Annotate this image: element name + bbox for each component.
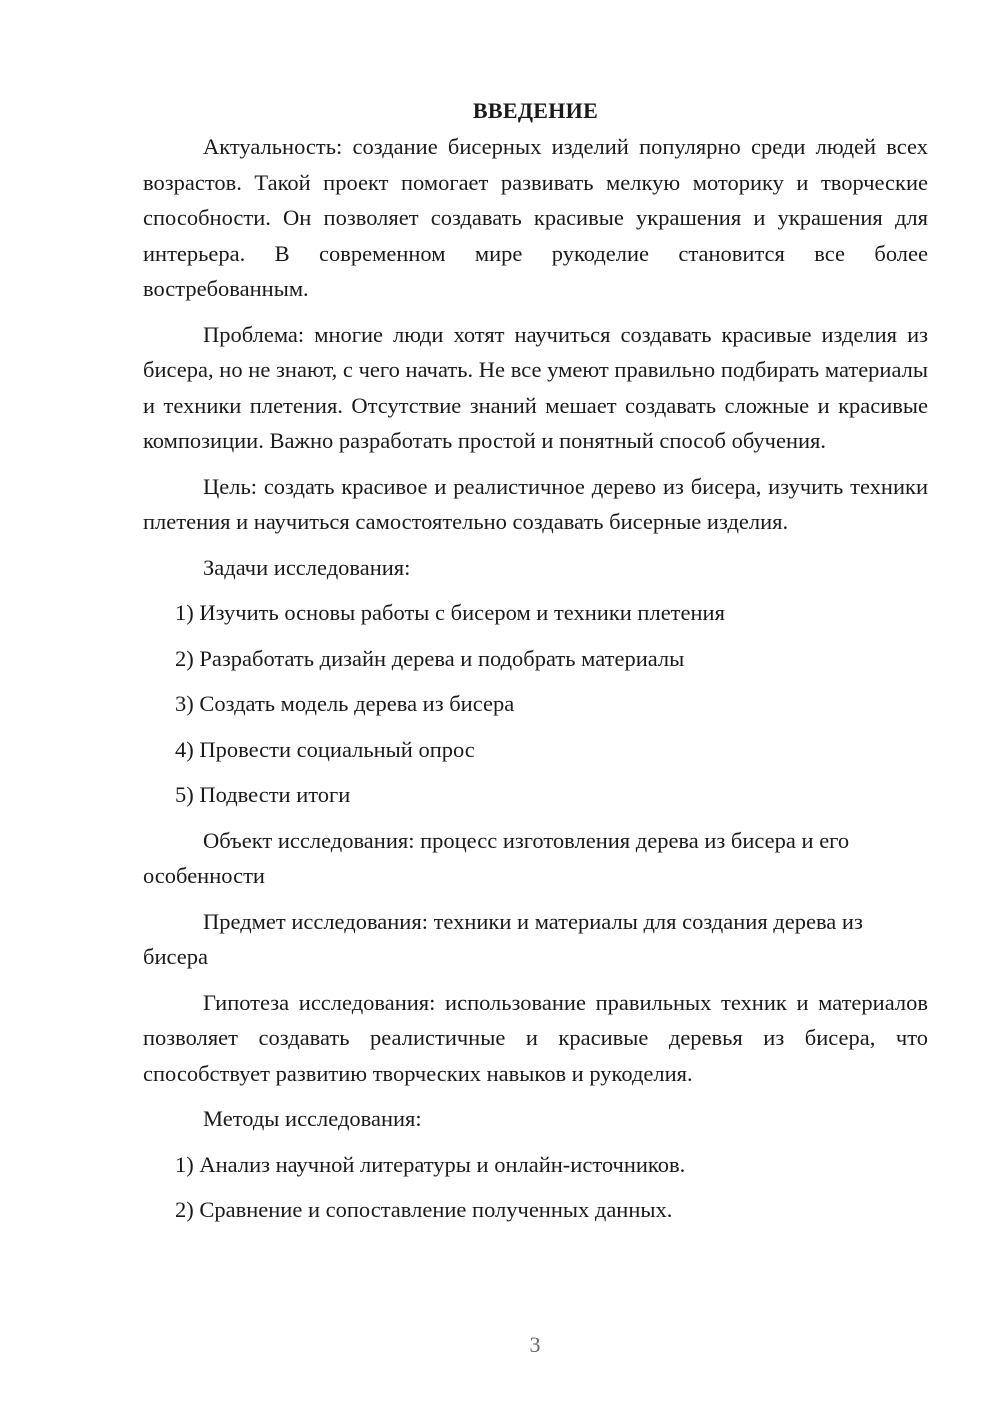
section-title: ВВЕДЕНИЕ <box>472 98 599 123</box>
page-content <box>143 95 928 1238</box>
goal-paragraph: Цель: создать красивое и реалистичное дерево из бисера, изучить техники плетения и научиться самостоятельно создавать бисерные изделия. <box>143 473 928 534</box>
tasks-heading: Задачи исследования: <box>203 554 411 580</box>
object-paragraph: Объект исследования: процесс изготовления дерева из бисера и его особенности <box>143 827 850 888</box>
relevance-paragraph: Актуальность: создание бисерных изделий популярно среди людей всех возрастов. Такой проект помогает развивать мелкую моторику и творческие способности. Он позволяет создавать красивые украшения и украшения для интерьера. В современном мире рукоделие становится все более востребованным. <box>143 134 928 301</box>
tasks-list <box>143 595 928 813</box>
hypothesis-paragraph: Гипотеза исследования: использование правильных техник и материалов позволяет создавать реалистичные и красивые деревья из бисера, что способствует развитию творческих навыков и рукоделия. <box>143 989 928 1086</box>
task-item: 4) Провести социальный опрос <box>175 736 475 762</box>
subject-paragraph: Предмет исследования: техники и материалы для создания дерева из бисера <box>143 908 863 969</box>
methods-heading: Методы исследования: <box>203 1106 422 1131</box>
task-item: 2) Разработать дизайн дерева и подобрать материалы <box>175 645 685 671</box>
method-item: 1) Анализ научной литературы и онлайн-источников. <box>175 1151 686 1177</box>
task-item: 1) Изучить основы работы с бисером и техники плетения <box>175 600 725 625</box>
method-item: 2) Сравнение и сопоставление полученных данных. <box>175 1197 673 1222</box>
task-item: 5) Подвести итоги <box>175 782 351 807</box>
page-number: 3 <box>529 1332 541 1357</box>
task-item: 3) Создать модель дерева из бисера <box>175 691 515 716</box>
methods-list <box>143 1147 928 1228</box>
problem-paragraph: Проблема: многие люди хотят научиться создавать красивые изделия из бисера, но не знают, с чего начать. Не все умеют правильно подбирать материалы и техники плетения. Отсутствие знаний мешает создавать сложные и красивые композиции. Важно разработать простой и понятный способ обучения. <box>143 321 928 453</box>
